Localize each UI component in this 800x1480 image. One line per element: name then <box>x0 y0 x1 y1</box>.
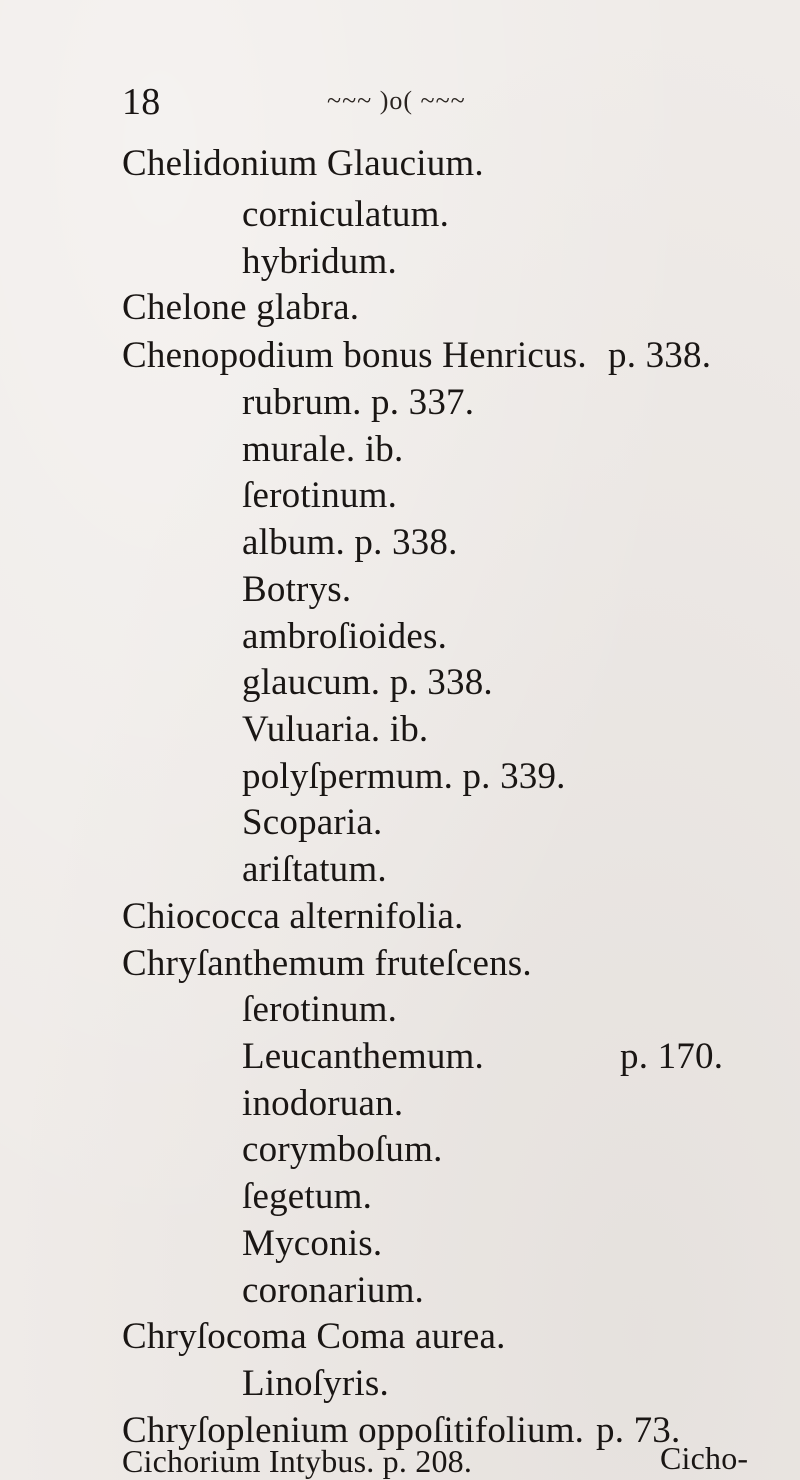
entry-line: corniculatum. <box>242 194 450 235</box>
entry-line: polyſpermum. p. 339. <box>242 756 566 797</box>
entry-line: ſerotinum. <box>242 989 398 1030</box>
entry-line: Chryſanthemum fruteſcens. <box>122 943 532 984</box>
entry-line: Chryſoplenium oppoſitifolium. <box>122 1410 585 1451</box>
entry-line: Chryſocoma Coma aurea. <box>122 1316 506 1357</box>
entry-line: coronarium. <box>242 1270 424 1311</box>
entry-line: Chelidonium Glaucium. <box>122 143 484 184</box>
entry-line: corymboſum. <box>242 1129 443 1170</box>
page-number: 18 <box>122 81 161 123</box>
entry-line: inodoruan. <box>242 1083 404 1124</box>
entry-line: ſegetum. <box>242 1176 373 1217</box>
entry-line: ambroſioides. <box>242 616 448 657</box>
entry-line: Leucanthemum. <box>242 1036 484 1077</box>
entry-line: Scoparia. <box>242 802 383 843</box>
entry-page-ref: p. 170. <box>620 1036 724 1077</box>
entry-line: Vuluaria. ib. <box>242 709 429 750</box>
entry-line: Cichorium Intybus. p. 208. <box>122 1443 473 1479</box>
catchword: Cicho- <box>660 1440 749 1476</box>
entry-line: glaucum. p. 338. <box>242 662 493 703</box>
entry-line: Botrys. <box>242 569 352 610</box>
entry-line: Myconis. <box>242 1223 383 1264</box>
entry-line: Linoſyris. <box>242 1363 389 1404</box>
entry-line: ariſtatum. <box>242 849 387 890</box>
entry-line: Chiococca alternifolia. <box>122 896 464 937</box>
entry-line: hybridum. <box>242 241 397 282</box>
entry-line: Chelone glabra. <box>122 287 360 328</box>
entry-line: rubrum. p. 337. <box>242 382 475 423</box>
entry-line: album. p. 338. <box>242 522 458 563</box>
header-ornament: ~~~ )o( ~~~ <box>327 86 466 115</box>
entry-page-ref: p. 73. <box>596 1410 681 1451</box>
entry-line: murale. ib. <box>242 429 404 470</box>
entry-page-ref: p. 338. <box>608 335 712 376</box>
entry-line: Chenopodium bonus Henricus. <box>122 335 587 376</box>
entry-line: ſerotinum. <box>242 475 398 516</box>
